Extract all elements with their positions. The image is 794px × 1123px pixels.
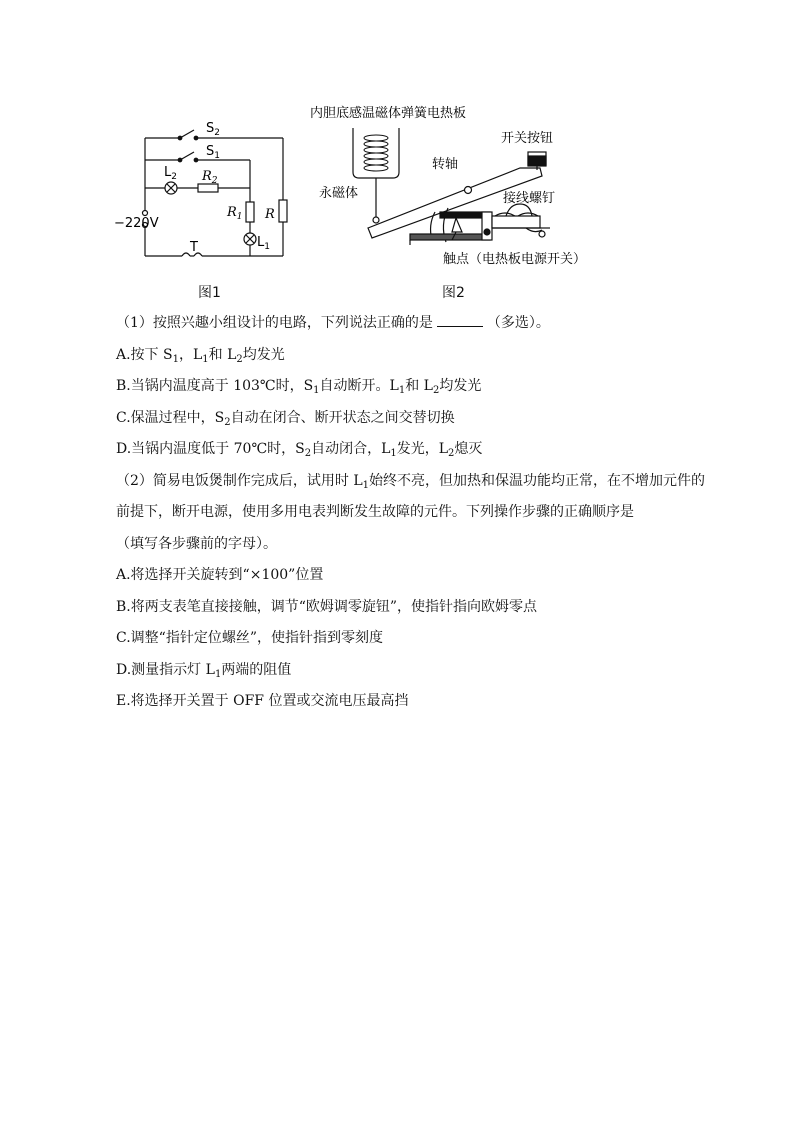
t-label: T [190,240,198,255]
circuit-diagram [143,130,288,256]
magnet-label: 永磁体 [319,186,359,201]
r1-label: $R_1$ [227,205,243,222]
l2-label: $L_2$ [164,165,177,182]
question2-line1: （2）简易电饭煲制作完成后，试用时 $L_1$始终不亮，但加热和保温功能均正常，在不增加元件的 [116,472,706,491]
q2-step-d: D.测量指示灯 $L_1$两端的阻值 [116,661,292,680]
figures-svg [110,100,630,280]
q2-step-e: E.将选择开关置于 OFF 位置或交流电压最高挡 [116,693,409,709]
s1-label: $S_1$ [206,144,220,161]
q2-step-b: B.将两支表笔直接接触，调节“欧姆调零旋钮”，使指针指向欧姆零点 [116,598,538,615]
question1-prompt: （1）按照兴趣小组设计的电路，下列说法正确的是 （多选）。 [116,308,702,340]
r-label: R [265,207,275,222]
question2-line2: 前提下，断开电源，使用多用电表判断发生故障的元件。下列操作步骤的正确顺序是 [116,504,634,520]
q1-option-d: D.当锅内温度低于 70℃时，$S_2$自动闭合，$L_1$发光，$L_2$熄灭 [116,441,483,459]
q2-step-a: A.将选择开关旋转到“×100”位置 [116,567,324,583]
q2-step-c: C.调整“指针定位螺丝”，使指针指到零刻度 [116,630,383,646]
question2-line3: （填写各步骤前的字母）。 [116,535,277,552]
figure2-labels [310,105,586,267]
answer-blank[interactable] [437,312,483,327]
q1-option-b: B.当锅内温度高于 103℃时，$S_1$自动断开。$L_1$和 $L_2$均发光 [116,378,482,396]
figure2-caption: 图2 [442,285,465,301]
q1-option-c: C.保温过程中，$S_2$自动在闭合、断开状态之间交替切换 [116,409,455,428]
r2-label: $R_2$ [202,169,218,186]
l1-label: $L_1$ [257,235,270,252]
voltage-label: −220V [114,216,159,231]
question-text [116,308,706,718]
top-label: 内胆底感温磁体弹簧电热板 [310,106,467,121]
q1-option-a: A.按下 $S_1$，$L_1$和 $L_2$均发光 [116,346,285,365]
screw-label: 接线螺钉 [503,191,556,206]
s2-label: $S_2$ [206,121,220,138]
contact-label: 触点（电热板电源开关） [443,252,587,267]
figure1-caption: 图1 [198,285,221,301]
button-label: 开关按钮 [501,131,554,146]
figure-area [110,100,630,300]
axis-label: 转轴 [432,157,459,172]
